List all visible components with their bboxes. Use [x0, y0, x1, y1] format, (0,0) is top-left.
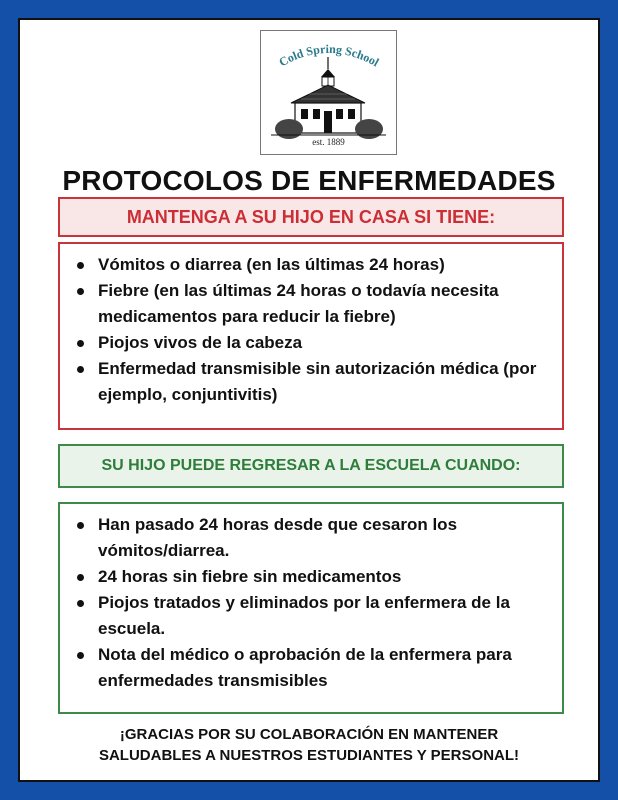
stay-home-list [58, 242, 564, 430]
list-item-text: Fiebre (en las últimas 24 horas o todavía necesita medicamentos para reducir la fiebre) [98, 281, 499, 326]
thank-you-footer [20, 724, 598, 766]
list-item-text: Vómitos o diarrea (en las últimas 24 horas) [98, 255, 445, 274]
footer-line-1: ¡GRACIAS POR SU COLABORACIÓN EN MANTENER [119, 726, 499, 743]
bullet-icon [77, 600, 84, 607]
stay-home-header: MANTENGA A SU HIJO EN CASA SI TIENE: [58, 197, 564, 237]
page-title: PROTOCOLOS DE ENFERMEDADES [62, 165, 556, 196]
poster [18, 18, 600, 782]
list-item-text: Enfermedad transmisible sin autorización médica (por ejemplo, conjuntivitis) [98, 359, 537, 404]
list-item-text: Piojos tratados y eliminados por la enfermera de la escuela. [98, 593, 510, 638]
list-item [98, 356, 554, 408]
bullet-icon [77, 652, 84, 659]
bullet-icon [77, 366, 84, 373]
list-item [98, 564, 554, 590]
footer-line-2: SALUDABLES A NUESTROS ESTUDIANTES Y PERSONAL! [98, 747, 520, 764]
list-item [98, 590, 554, 642]
logo-established: est. 1889 [312, 137, 345, 147]
list-item [98, 512, 554, 564]
bullet-icon [77, 522, 84, 529]
logo-school-name: Cold Spring School [276, 41, 382, 70]
bullet-icon [77, 288, 84, 295]
list-item [98, 330, 554, 356]
list-item-text: Han pasado 24 horas desde que cesaron los vómitos/diarrea. [98, 515, 458, 560]
list-item [98, 252, 554, 278]
list-item-text: 24 horas sin fiebre sin medicamentos [98, 567, 402, 586]
list-item [98, 278, 554, 330]
list-item-text: Piojos vivos de la cabeza [98, 333, 303, 352]
return-school-list [58, 502, 564, 714]
bullet-icon [77, 340, 84, 347]
return-school-header: SU HIJO PUEDE REGRESAR A LA ESCUELA CUANDO: [58, 444, 564, 488]
list-item [98, 642, 554, 694]
schoolhouse-logo-graphic [261, 31, 396, 154]
school-logo [260, 30, 397, 155]
bullet-icon [77, 262, 84, 269]
list-item-text: Nota del médico o aprobación de la enfermera para enfermedades transmisibles [98, 645, 512, 690]
bullet-icon [77, 574, 84, 581]
